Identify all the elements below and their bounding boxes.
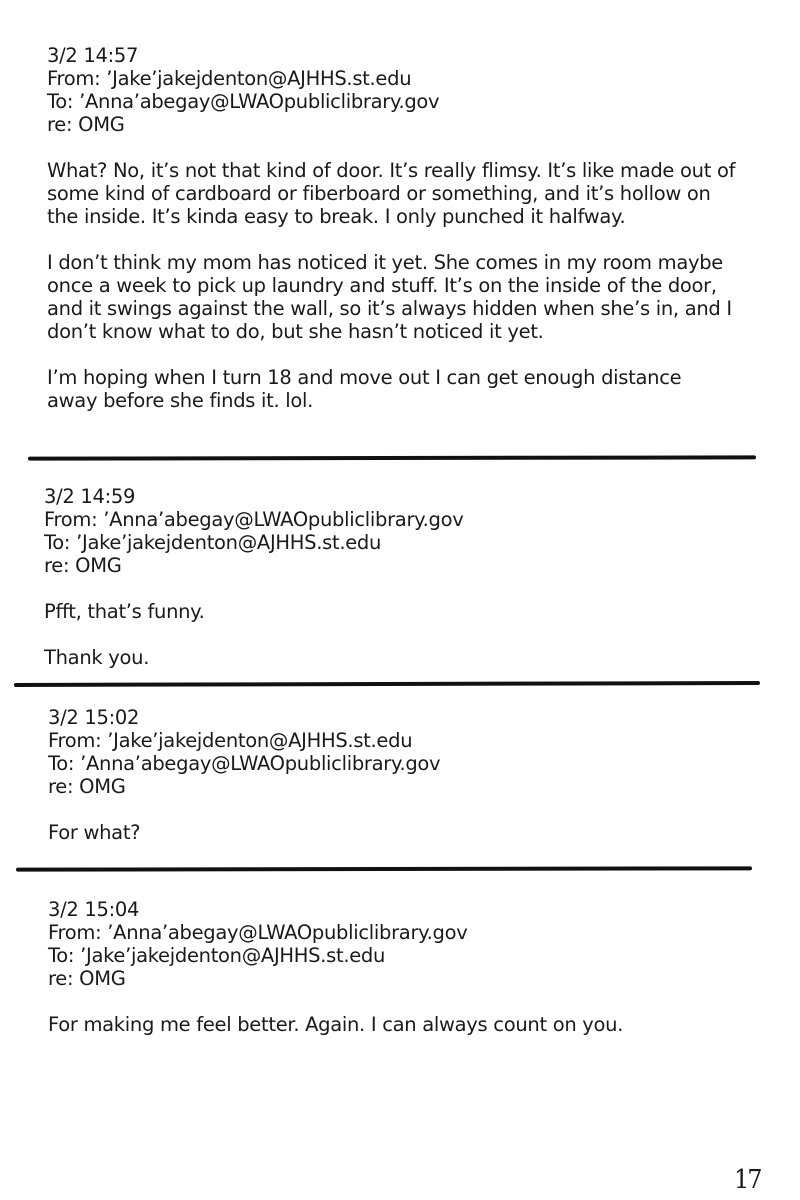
email-to: To: ’Anna’abegay@LWAOpubliclibrary.gov: [47, 90, 440, 113]
message-divider: [28, 455, 756, 460]
email-message: [44, 485, 734, 669]
email-subject: re: OMG: [48, 967, 126, 990]
email-timestamp: 3/2 15:04: [48, 898, 140, 921]
email-message: [48, 706, 738, 844]
email-subject: re: OMG: [47, 113, 125, 136]
email-to: To: ’Jake’jakejdenton@AJHHS.st.edu: [48, 944, 386, 967]
email-from: From: ’Jake’jakejdenton@AJHHS.st.edu: [48, 729, 413, 752]
email-from: From: ’Jake’jakejdenton@AJHHS.st.edu: [47, 67, 412, 90]
email-from: From: ’Anna’abegay@LWAOpubliclibrary.gov: [48, 921, 468, 944]
email-body-paragraph: What? No, it’s not that kind of door. It’s really flimsy. It’s like made out of some kind of cardboard or fiberboard or something, and it’s hollow on the inside. It’s kinda easy to break. I only punched it halfway.: [47, 159, 736, 228]
email-timestamp: 3/2 14:59: [44, 485, 136, 508]
email-message: [48, 898, 738, 1036]
email-timestamp: 3/2 15:02: [48, 706, 140, 729]
email-body-paragraph: Pfft, that’s funny.: [44, 600, 205, 623]
email-message: [47, 44, 737, 412]
email-body-paragraph: I don’t think my mom has noticed it yet. She comes in my room maybe once a week to pick up laundry and stuff. It’s on the inside of the door, and it swings against the wall, so it’s always hidden when she’s in, and I don’t know what to do, but she hasn’t noticed it yet.: [47, 251, 732, 343]
email-body-paragraph: Thank you.: [44, 646, 150, 669]
email-subject: re: OMG: [44, 554, 122, 577]
email-body-paragraph: For making me feel better. Again. I can always count on you.: [48, 1013, 624, 1036]
message-divider: [14, 681, 760, 687]
email-subject: re: OMG: [48, 775, 126, 798]
email-timestamp: 3/2 14:57: [47, 44, 139, 67]
email-from: From: ’Anna’abegay@LWAOpubliclibrary.gov: [44, 508, 464, 531]
email-to: To: ’Anna’abegay@LWAOpubliclibrary.gov: [48, 752, 441, 775]
page-number: 17: [734, 1163, 761, 1195]
message-divider: [16, 866, 752, 871]
email-to: To: ’Jake’jakejdenton@AJHHS.st.edu: [44, 531, 382, 554]
email-body-paragraph: I’m hoping when I turn 18 and move out I can get enough distance away before she finds it. lol.: [47, 366, 682, 412]
email-body-paragraph: For what?: [48, 821, 141, 844]
